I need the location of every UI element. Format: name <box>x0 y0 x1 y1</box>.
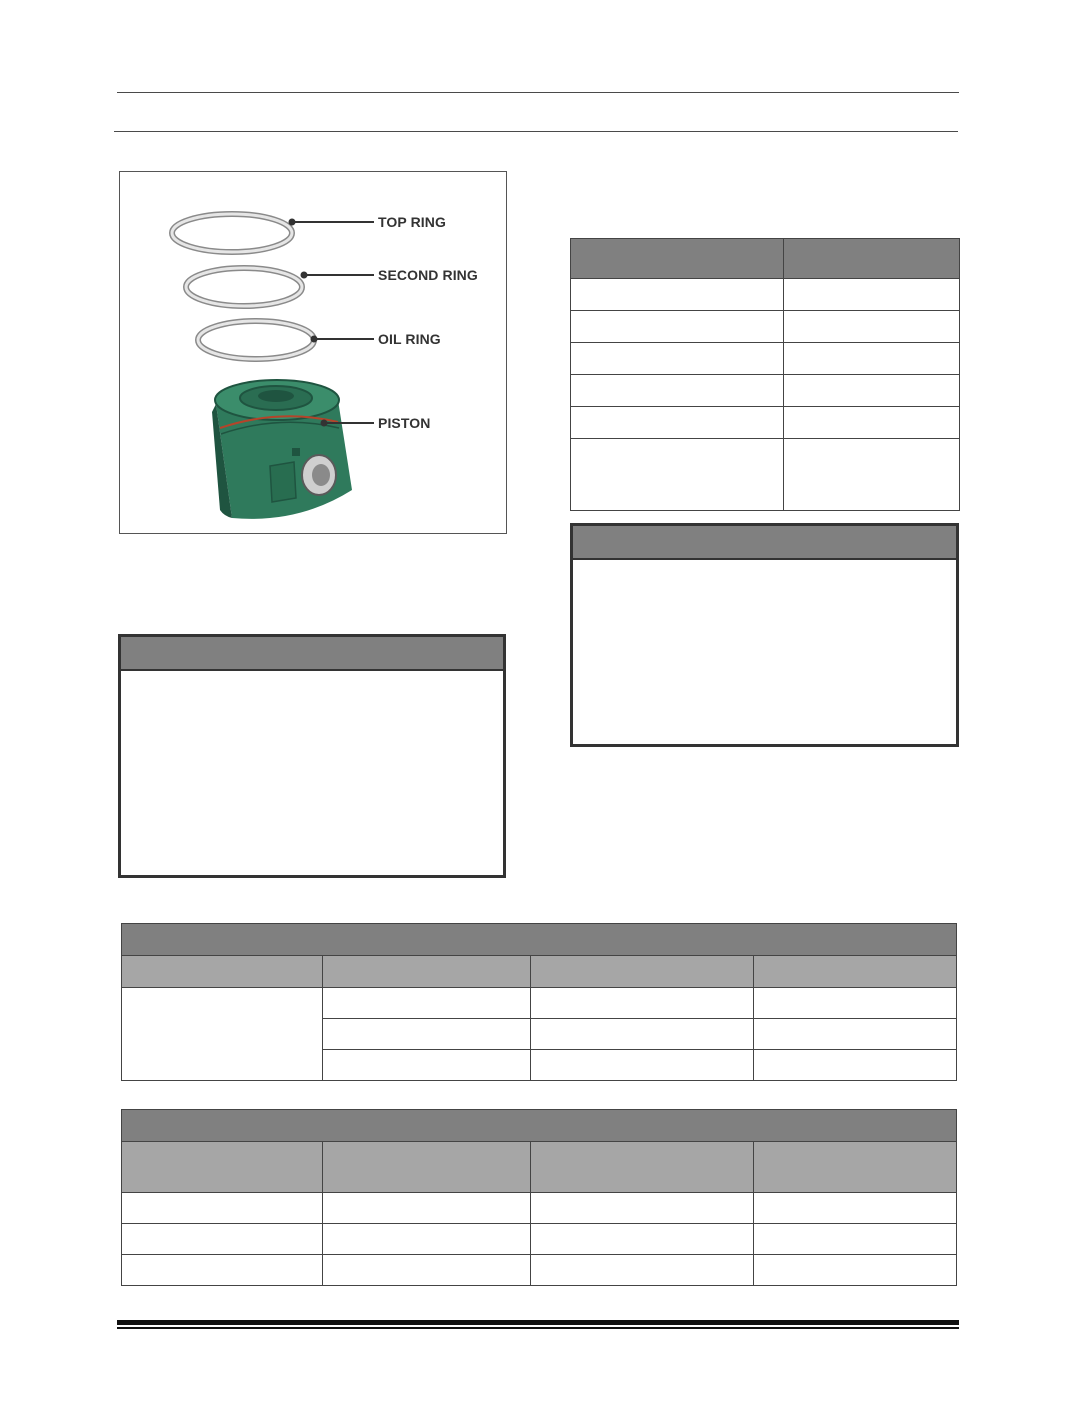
table-cell <box>531 1019 754 1050</box>
table-header-cell <box>323 956 531 988</box>
table-cell <box>571 279 784 311</box>
note-box-left-header <box>121 637 503 671</box>
table-cell <box>571 375 784 407</box>
table-cell <box>122 1224 323 1255</box>
table-cell <box>754 1193 957 1224</box>
table-cell <box>531 988 754 1019</box>
ring-gap-table <box>121 923 957 1081</box>
table-row <box>571 343 960 375</box>
table-title-row <box>122 1110 957 1142</box>
footer-rule-thin <box>117 1327 959 1329</box>
table-merged-cell <box>122 988 323 1081</box>
ring-clearance-table <box>121 1109 957 1286</box>
note-box-right-header <box>573 526 956 560</box>
table-cell <box>784 439 960 511</box>
table-row <box>122 1255 957 1286</box>
second-ring-graphic <box>186 268 302 306</box>
table-cell <box>323 1255 531 1286</box>
table-cell <box>571 439 784 511</box>
table-cell <box>784 375 960 407</box>
spec-table-header <box>571 239 960 279</box>
table-row <box>571 375 960 407</box>
table-cell <box>754 1224 957 1255</box>
table-cell <box>784 311 960 343</box>
table-header-cell <box>754 1142 957 1193</box>
table-header-row <box>122 956 957 988</box>
callout-piston: PISTON <box>378 415 431 431</box>
table-cell <box>531 1255 754 1286</box>
table-header-cell <box>531 956 754 988</box>
table-row <box>122 1224 957 1255</box>
table-cell <box>531 1224 754 1255</box>
table-cell <box>571 311 784 343</box>
table-header-row <box>122 1142 957 1193</box>
table-header-cell <box>122 1142 323 1193</box>
header-rule-bottom <box>114 131 958 132</box>
table-row <box>571 279 960 311</box>
callout-top-ring: TOP RING <box>378 214 446 230</box>
footer-rule-thick <box>117 1320 959 1325</box>
table-row <box>571 311 960 343</box>
table-title-cell <box>122 924 957 956</box>
note-box-right <box>570 523 959 747</box>
table-title-row <box>122 924 957 956</box>
callout-oil-ring: OIL RING <box>378 331 441 347</box>
table-header-cell <box>531 1142 754 1193</box>
header-rule-top <box>117 92 959 93</box>
table-header-cell <box>323 1142 531 1193</box>
table-cell <box>571 407 784 439</box>
piston-ring-illustration <box>120 172 506 533</box>
oil-ring-graphic <box>198 321 314 359</box>
table-row <box>571 439 960 511</box>
table-cell <box>754 1050 957 1081</box>
table-header-cell <box>122 956 323 988</box>
table-cell <box>323 1019 531 1050</box>
table-row <box>571 407 960 439</box>
table-cell <box>122 1255 323 1286</box>
table-cell <box>754 988 957 1019</box>
table-header-cell <box>754 956 957 988</box>
table-cell <box>784 407 960 439</box>
table-row <box>122 988 957 1019</box>
table-cell <box>323 1224 531 1255</box>
table-cell <box>754 1019 957 1050</box>
table-cell <box>531 1193 754 1224</box>
table-cell <box>323 1050 531 1081</box>
table-title-cell <box>122 1110 957 1142</box>
piston-graphic <box>212 380 352 519</box>
top-ring-graphic <box>172 214 292 252</box>
table-cell <box>571 343 784 375</box>
table-cell <box>784 343 960 375</box>
callout-second-ring: SECOND RING <box>378 267 478 283</box>
table-cell <box>784 279 960 311</box>
spec-table <box>570 238 960 511</box>
note-box-left <box>118 634 506 878</box>
table-cell <box>323 988 531 1019</box>
table-cell <box>754 1255 957 1286</box>
spec-header-cell <box>784 239 960 279</box>
table-cell <box>531 1050 754 1081</box>
spec-header-cell <box>571 239 784 279</box>
table-row <box>122 1193 957 1224</box>
piston-ring-figure <box>119 171 507 534</box>
table-cell <box>122 1193 323 1224</box>
table-cell <box>323 1193 531 1224</box>
